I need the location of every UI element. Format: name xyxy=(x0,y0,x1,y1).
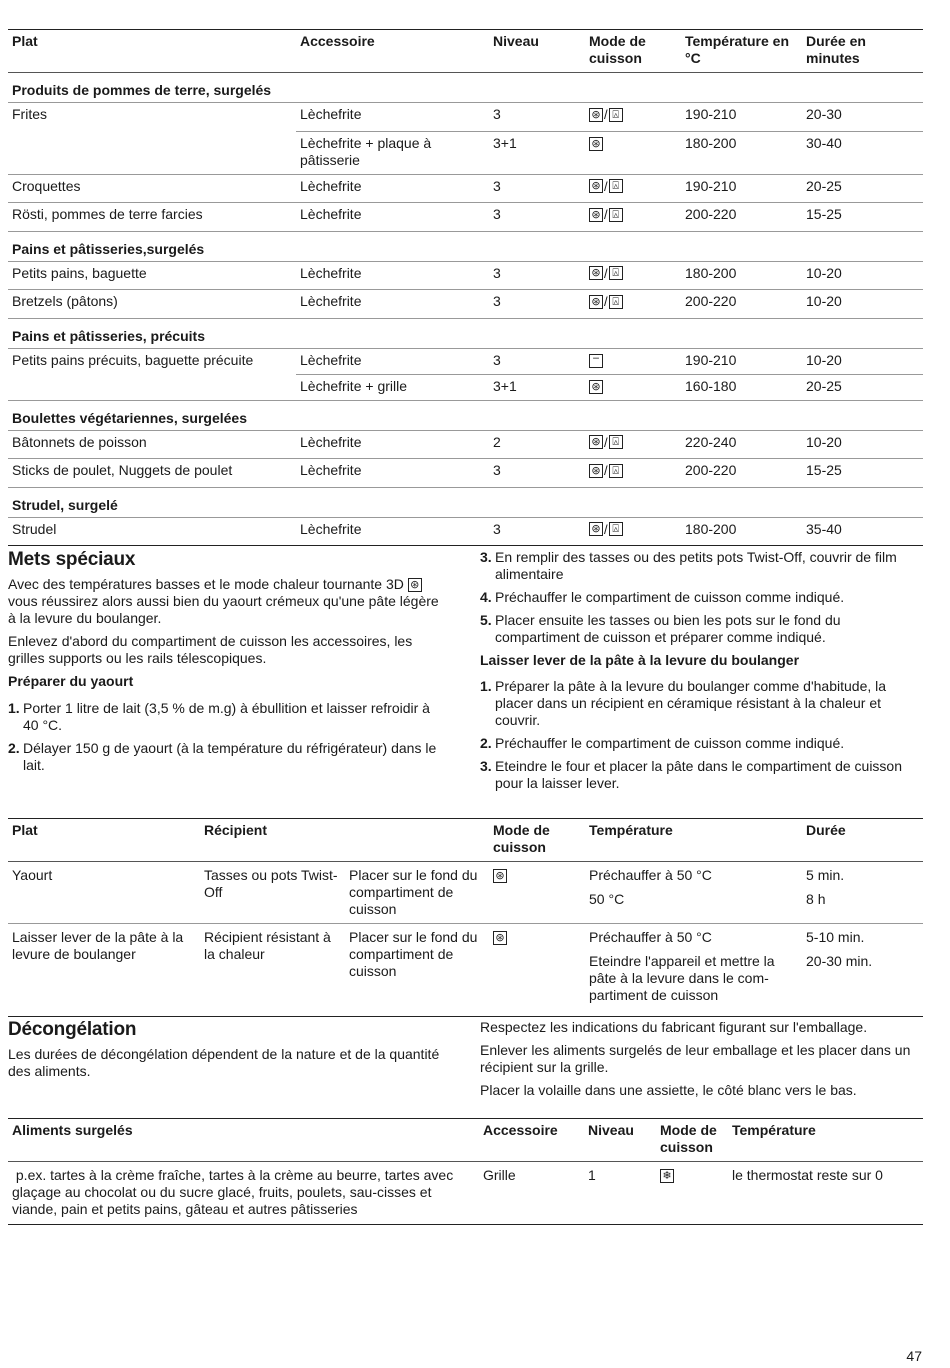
step-number: 5. xyxy=(480,612,492,628)
step-text: Délayer 150 g de yaourt (à la température du réfrigérateur) dans le lait. xyxy=(23,740,437,773)
fan-icon: ⊛ xyxy=(589,108,603,122)
temp-step-2: Eteindre l'appareil et mettre la pâte à la levure dans le com-partiment de cuisson xyxy=(589,953,775,1003)
cell-temp: 200-220 xyxy=(681,203,802,232)
cell-plat: Bretzels (pâtons) xyxy=(8,290,296,319)
cell-niveau: 3 xyxy=(489,103,585,132)
cell-duree: 20-30 xyxy=(802,103,923,132)
step-number: 4. xyxy=(480,589,492,605)
table-row xyxy=(8,174,923,203)
cell-accessoire: Grille xyxy=(479,1162,584,1225)
cell-accessoire: Lèchefrite xyxy=(296,174,489,203)
mets-intro-1b: vous réussirez alors aussi bien du yaourt crémeux qu'une pâte légère à la levure du boulanger. xyxy=(8,593,439,626)
cell-duree: 15-25 xyxy=(802,203,923,232)
cell-plat: Frites xyxy=(12,106,47,122)
duree-step-1: 5 min. xyxy=(806,867,845,883)
mets-intro-2: Enlevez d'abord du compartiment de cuisson les accessoires, les grilles supports ou les rails télescopiques. xyxy=(8,633,413,666)
cell-niveau: 3 xyxy=(489,290,585,319)
cell-niveau: 1 xyxy=(584,1162,656,1225)
cell-plat: Strudel xyxy=(8,517,296,546)
section-row xyxy=(8,318,923,348)
cell-duree: 10-20 xyxy=(802,430,923,459)
cell-mode xyxy=(656,1162,728,1225)
step-text: En remplir des tasses ou des petits pots Twist-Off, couvrir de film alimentaire xyxy=(495,549,897,582)
section-title: Strudel, surgelé xyxy=(8,487,923,517)
cell-mode xyxy=(585,290,681,319)
section-title: Pains et pâtisseries,surgelés xyxy=(8,231,923,261)
cell-temperature: le thermostat reste sur 0 xyxy=(728,1162,923,1225)
cell-mode xyxy=(585,174,681,203)
step-number: 3. xyxy=(480,758,492,774)
table-row xyxy=(8,924,923,1017)
table-header xyxy=(8,1119,923,1162)
cell-accessoire: Lèchefrite xyxy=(296,430,489,459)
cell-niveau: 3+1 xyxy=(489,374,585,400)
header-duree: Durée xyxy=(806,822,846,838)
defrost-table xyxy=(8,1118,923,1225)
list-item xyxy=(480,758,922,792)
cell-accessoire: Lèchefrite xyxy=(296,103,489,132)
cell-niveau: 3 xyxy=(489,517,585,546)
cell-temperature xyxy=(585,924,802,1017)
cell-accessoire: Lèchefrite + grille xyxy=(296,374,489,400)
duree-step-2: 8 h xyxy=(806,891,826,907)
header-duree: Durée en minutes xyxy=(806,33,866,66)
slash-separator: / xyxy=(604,434,608,450)
header-temperature: Température en °C xyxy=(685,33,789,66)
page-number: 47 xyxy=(906,1348,922,1364)
section-title: Pains et pâtisseries, précuits xyxy=(8,318,923,348)
pate-subtitle: Laisser lever de la pâte à la levure du boulanger xyxy=(480,652,800,668)
fan-icon: ⊛ xyxy=(589,179,603,193)
circulation-icon: ⍓ xyxy=(609,464,623,478)
header-mode: Mode de cuisson xyxy=(589,33,646,66)
cell-mode xyxy=(585,430,681,459)
header-accessoire: Accessoire xyxy=(483,1122,558,1138)
table-row xyxy=(8,459,923,488)
table-row xyxy=(8,203,923,232)
decong-title: Décongélation xyxy=(8,1019,137,1040)
cell-mode xyxy=(585,131,681,174)
table-row xyxy=(8,1162,923,1225)
cell-temp: 190-210 xyxy=(681,103,802,132)
list-item xyxy=(480,735,922,752)
step-text: Placer ensuite les tasses ou bien les pots sur le fond du compartiment de cuisson et préparer comme indiqué. xyxy=(495,612,841,645)
cell-duree: 35-40 xyxy=(802,517,923,546)
cell-recipient: Tasses ou pots Twist-Off xyxy=(200,862,345,924)
cell-temperature xyxy=(585,862,802,924)
mode-icons xyxy=(589,178,623,195)
slash-separator: / xyxy=(604,521,608,537)
slash-separator: / xyxy=(604,107,608,122)
temp-step-2: 50 °C xyxy=(589,891,625,907)
table-row xyxy=(8,261,923,290)
cell-niveau: 3 xyxy=(489,348,585,374)
step-text: Porter 1 litre de lait (3,5 % de m.g) à ébullition et laisser refroidir à 40 °C. xyxy=(23,700,430,733)
table-row xyxy=(8,348,923,374)
fan-icon: ⊛ xyxy=(589,266,603,280)
header-aliments: Aliments surgelés xyxy=(12,1122,133,1138)
cell-mode xyxy=(585,517,681,546)
cell-mode xyxy=(489,862,585,924)
slash-separator: / xyxy=(604,178,608,194)
cell-duree: 10-20 xyxy=(802,348,923,374)
cell-niveau: 3 xyxy=(489,174,585,203)
step-number: 3. xyxy=(480,549,492,565)
header-accessoire: Accessoire xyxy=(300,33,375,49)
cell-temp: 160-180 xyxy=(681,374,802,400)
cell-plat: Petits pains précuits, baguette précuite xyxy=(12,351,254,368)
special-dishes-table xyxy=(8,818,923,1017)
list-item xyxy=(480,549,922,583)
header-plat: Plat xyxy=(12,822,38,838)
mode-icons xyxy=(589,106,623,123)
cell-accessoire: Lèchefrite xyxy=(296,517,489,546)
fan-icon: ⊛ xyxy=(589,137,603,151)
duree-step-1: 5-10 min. xyxy=(806,929,865,945)
decong-right-column xyxy=(480,1019,922,1105)
cell-accessoire: Lèchefrite + plaque à pâtisserie xyxy=(296,131,489,174)
cell-duree: 20-25 xyxy=(802,374,923,400)
fan-icon: ⊛ xyxy=(493,931,507,945)
decong-intro: Les durées de décongélation dépendent de la nature et de la quantité des aliments. xyxy=(8,1046,440,1079)
mets-intro-1 xyxy=(8,576,448,627)
section-title: Produits de pommes de terre, surgelés xyxy=(8,73,923,103)
cell-duree: 10-20 xyxy=(802,261,923,290)
table-row xyxy=(8,290,923,319)
table-row xyxy=(8,430,923,459)
fan-icon: ⊛ xyxy=(589,208,603,222)
cell-duree: 10-20 xyxy=(802,290,923,319)
mets-title: Mets spéciaux xyxy=(8,549,136,570)
top-bottom-heat-icon: ‒ xyxy=(589,354,603,368)
fan-icon: ⊛ xyxy=(408,578,422,592)
cell-duree xyxy=(802,862,923,924)
step-text: Préchauffer le compartiment de cuisson comme indiqué. xyxy=(495,735,845,751)
section-title: Boulettes végétariennes, surgelées xyxy=(8,400,923,430)
header-mode: Mode de cuisson xyxy=(493,822,550,855)
mets-intro-1a: Avec des températures basses et le mode chaleur tournante 3D xyxy=(8,576,404,592)
cooking-table-frozen xyxy=(8,29,923,546)
mode-icons xyxy=(589,293,623,310)
cell-mode xyxy=(585,203,681,232)
header-temperature: Température xyxy=(732,1122,816,1138)
cell-recipient: Récipient résistant à la chaleur xyxy=(200,924,345,1017)
header-recipient: Récipient xyxy=(204,822,268,838)
cell-accessoire: Lèchefrite xyxy=(296,261,489,290)
header-mode: Mode de cuisson xyxy=(660,1122,717,1155)
cell-aliments: p.ex. tartes à la crème fraîche, tartes à la crème au beurre, tartes avec glaçage au chocolat ou du sucre glacé, fruits, poulets, sau-cisses et viande, pain et petits pains, gâteau et autres pâtisseries xyxy=(8,1162,479,1225)
cell-temp: 190-210 xyxy=(681,174,802,203)
cell-niveau: 3+1 xyxy=(489,131,585,174)
header-niveau: Niveau xyxy=(588,1122,634,1138)
cell-niveau: 2 xyxy=(489,430,585,459)
cell-plat: Petits pains, baguette xyxy=(8,261,296,290)
decong-note-1: Respectez les indications du fabricant figurant sur l'emballage. xyxy=(480,1019,868,1035)
circulation-icon: ⍓ xyxy=(609,295,623,309)
duree-step-2: 20-30 min. xyxy=(806,953,873,969)
cell-niveau: 3 xyxy=(489,261,585,290)
header-temperature: Température xyxy=(589,822,673,838)
step-number: 1. xyxy=(8,700,20,716)
list-item xyxy=(480,678,922,729)
cell-temp: 220-240 xyxy=(681,430,802,459)
slash-separator: / xyxy=(604,207,608,222)
cell-plat xyxy=(8,131,296,174)
slash-separator: / xyxy=(604,265,608,281)
fan-icon: ⊛ xyxy=(493,869,507,883)
temp-step-1: Préchauffer à 50 °C xyxy=(589,867,712,883)
cell-mode xyxy=(585,348,681,374)
list-item xyxy=(480,612,922,646)
cell-placement: Placer sur le fond du compartiment de cuisson xyxy=(345,862,489,924)
circulation-icon: ⍓ xyxy=(609,108,623,122)
cell-placement: Placer sur le fond du compartiment de cuisson xyxy=(345,924,489,1017)
fan-icon: ⊛ xyxy=(589,380,603,394)
section-row xyxy=(8,400,923,430)
table-row xyxy=(8,374,923,400)
section-row xyxy=(8,73,923,103)
table-row xyxy=(8,517,923,546)
cell-mode xyxy=(489,924,585,1017)
step-number: 2. xyxy=(8,740,20,756)
cell-plat: Laisser lever de la pâte à la levure de boulanger xyxy=(8,924,200,1017)
cell-duree xyxy=(802,924,923,1017)
cell-accessoire: Lèchefrite xyxy=(296,459,489,488)
circulation-icon: ⍓ xyxy=(609,208,623,222)
mode-icons xyxy=(589,521,623,538)
step-number: 2. xyxy=(480,735,492,751)
circulation-icon: ⍓ xyxy=(609,179,623,193)
cell-duree: 15-25 xyxy=(802,459,923,488)
decong-left-column xyxy=(8,1019,448,1086)
table-row xyxy=(8,862,923,924)
cell-plat xyxy=(8,374,296,400)
header-niveau: Niveau xyxy=(493,33,539,49)
mode-icons xyxy=(589,265,623,282)
cell-plat: Rösti, pommes de terre farcies xyxy=(8,203,296,232)
yaourt-subtitle: Préparer du yaourt xyxy=(8,673,134,689)
fan-icon: ⊛ xyxy=(589,464,603,478)
mode-icons xyxy=(589,462,623,479)
list-item xyxy=(8,740,448,774)
mets-left-column xyxy=(8,549,448,780)
step-text: Préparer la pâte à la levure du boulanger comme d'habitude, la placer dans un récipient en céramique résistant à la chaleur et couvrir. xyxy=(495,678,887,728)
mets-right-column xyxy=(480,549,922,798)
cell-temp: 200-220 xyxy=(681,290,802,319)
cell-mode xyxy=(585,459,681,488)
slash-separator: / xyxy=(604,463,608,478)
cell-mode xyxy=(585,261,681,290)
step-text: Eteindre le four et placer la pâte dans le compartiment de cuisson pour la laisser lever. xyxy=(495,758,903,791)
cell-duree: 30-40 xyxy=(802,131,923,174)
cell-plat: Bâtonnets de poisson xyxy=(8,430,296,459)
cell-accessoire: Lèchefrite xyxy=(296,203,489,232)
table-row xyxy=(8,103,923,132)
section-row xyxy=(8,231,923,261)
cell-temp: 180-200 xyxy=(681,261,802,290)
cell-temp: 180-200 xyxy=(681,517,802,546)
list-item xyxy=(8,700,448,734)
mode-icons xyxy=(589,434,623,451)
temp-step-1: Préchauffer à 50 °C xyxy=(589,929,712,945)
cell-accessoire: Lèchefrite xyxy=(296,348,489,374)
cell-temp: 180-200 xyxy=(681,131,802,174)
header-plat: Plat xyxy=(12,33,38,49)
table-header xyxy=(8,30,923,73)
cell-mode xyxy=(585,374,681,400)
defrost-icon: ❄ xyxy=(660,1169,674,1183)
cell-niveau: 3 xyxy=(489,459,585,488)
slash-separator: / xyxy=(604,294,608,309)
decong-note-2: Enlever les aliments surgelés de leur emballage et les placer dans un récipient sur la grille. xyxy=(480,1042,911,1075)
section-row xyxy=(8,487,923,517)
fan-icon: ⊛ xyxy=(589,522,603,536)
step-text: Préchauffer le compartiment de cuisson comme indiqué. xyxy=(495,589,845,605)
circulation-icon: ⍓ xyxy=(609,435,623,449)
cell-plat: Croquettes xyxy=(8,174,296,203)
cell-temp: 190-210 xyxy=(681,348,802,374)
cell-mode xyxy=(585,103,681,132)
circulation-icon: ⍓ xyxy=(609,522,623,536)
step-number: 1. xyxy=(480,678,492,694)
table-row xyxy=(8,131,923,174)
cell-accessoire: Lèchefrite xyxy=(296,290,489,319)
fan-icon: ⊛ xyxy=(589,435,603,449)
decong-note-3: Placer la volaille dans une assiette, le côté blanc vers le bas. xyxy=(480,1082,857,1098)
cell-plat: Sticks de poulet, Nuggets de poulet xyxy=(8,459,296,488)
cell-temp: 200-220 xyxy=(681,459,802,488)
mode-icons xyxy=(589,206,623,223)
cell-niveau: 3 xyxy=(489,203,585,232)
table-header xyxy=(8,819,923,862)
circulation-icon: ⍓ xyxy=(609,266,623,280)
list-item xyxy=(480,589,922,606)
cell-duree: 20-25 xyxy=(802,174,923,203)
cell-plat: Yaourt xyxy=(8,862,200,924)
fan-icon: ⊛ xyxy=(589,295,603,309)
